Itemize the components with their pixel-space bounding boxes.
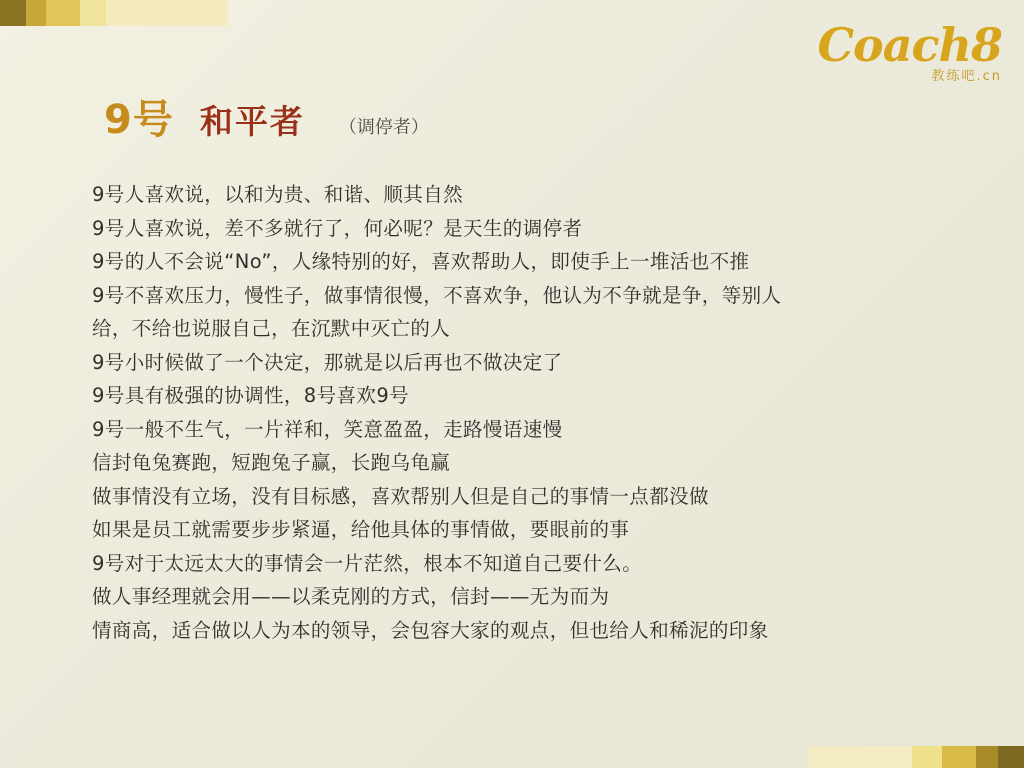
body-line: 9号一般不生气，一片祥和，笑意盈盈，走路慢语速慢: [92, 417, 563, 441]
deco-bar-7: [912, 746, 942, 768]
body-line: 信封龟兔赛跑，短跑兔子赢，长跑乌龟赢: [92, 451, 451, 474]
body-text-block: [92, 178, 972, 647]
page-title-number: 9号: [104, 97, 174, 143]
body-line: 9号人喜欢说，以和为贵、和谐、顺其自然: [92, 183, 464, 206]
deco-bar-9: [976, 746, 998, 768]
brand-logo-subtext: 教练吧.cn: [931, 69, 1002, 84]
deco-bar-3: [46, 0, 80, 26]
brand-logo-text: Coach8: [817, 18, 1002, 72]
deco-bar-10: [998, 746, 1024, 768]
body-line: 情商高，适合做以人为本的领导，会包容大家的观点，但也给人和稀泥的印象: [92, 618, 769, 642]
body-line: 9号具有极强的协调性，8号喜欢9号: [92, 384, 410, 407]
deco-bar-4: [80, 0, 106, 26]
deco-bar-6: [808, 746, 912, 768]
top-left-decoration: [0, 0, 228, 26]
page-title: [104, 88, 429, 145]
body-line: 9号人喜欢说，差不多就行了，何必呢？是天生的调停者: [92, 216, 583, 240]
body-line: 9号不喜欢压力，慢性子，做事情很慢，不喜欢争，他认为不争就是争，等别人: [92, 283, 782, 307]
brand-logo: [817, 18, 1002, 84]
body-line: 做事情没有立场，没有目标感，喜欢帮别人但是自己的事情一点都没做: [92, 484, 709, 508]
body-line: 如果是员工就需要步步紧逼，给他具体的事情做，要眼前的事: [92, 518, 630, 541]
deco-bar-5: [106, 0, 228, 26]
deco-bar-8: [942, 746, 976, 768]
page-title-main: 和平者: [199, 102, 305, 141]
deco-bar-2: [26, 0, 46, 26]
body-line: 给，不给也说服自己，在沉默中灭亡的人: [92, 317, 451, 340]
page-title-sub: （调停者）: [338, 117, 429, 138]
body-line: 9号对于太远太大的事情会一片茫然，根本不知道自己要什么。: [92, 551, 643, 575]
body-line: 9号的人不会说“No”，人缘特别的好，喜欢帮助人，即使手上一堆活也不推: [92, 250, 750, 273]
body-line: 9号小时候做了一个决定，那就是以后再也不做决定了: [92, 350, 563, 374]
deco-bar-1: [0, 0, 26, 26]
body-line: 做人事经理就会用——以柔克刚的方式，信封——无为而为: [92, 585, 610, 608]
bottom-right-decoration: [808, 746, 1024, 768]
